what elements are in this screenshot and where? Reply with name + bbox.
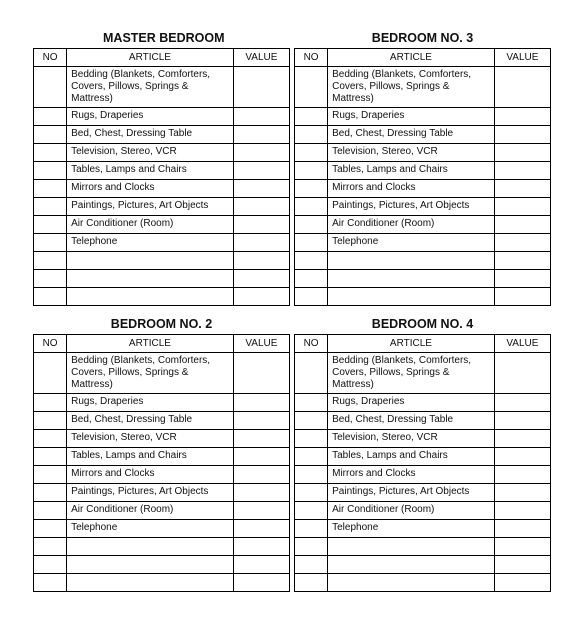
value-cell[interactable] xyxy=(233,126,289,144)
article-cell: Television, Stereo, VCR xyxy=(328,144,495,162)
no-cell[interactable] xyxy=(295,412,328,430)
no-header: NO xyxy=(295,335,328,353)
no-cell[interactable] xyxy=(34,108,67,126)
no-cell[interactable] xyxy=(295,502,328,520)
article-cell: Television, Stereo, VCR xyxy=(67,430,234,448)
header-row xyxy=(34,49,290,67)
table-row xyxy=(295,108,551,126)
value-cell[interactable] xyxy=(233,270,289,288)
table-row xyxy=(295,412,551,430)
value-cell[interactable] xyxy=(233,574,289,592)
article-cell xyxy=(67,270,234,288)
table-row xyxy=(295,216,551,234)
value-cell[interactable] xyxy=(494,198,550,216)
article-cell xyxy=(67,538,234,556)
article-cell: Bed, Chest, Dressing Table xyxy=(328,126,495,144)
article-cell: Tables, Lamps and Chairs xyxy=(328,448,495,466)
no-cell[interactable] xyxy=(295,270,328,288)
value-cell[interactable] xyxy=(494,216,550,234)
table-row xyxy=(295,270,551,288)
no-cell[interactable] xyxy=(295,234,328,252)
value-cell[interactable] xyxy=(233,394,289,412)
value-cell[interactable] xyxy=(494,126,550,144)
table-row xyxy=(34,448,290,466)
no-cell[interactable] xyxy=(34,198,67,216)
table-row xyxy=(34,466,290,484)
table-row xyxy=(34,288,290,306)
table-row xyxy=(295,430,551,448)
no-cell[interactable] xyxy=(34,466,67,484)
table-row xyxy=(34,520,290,538)
value-cell[interactable] xyxy=(494,430,550,448)
no-cell[interactable] xyxy=(34,502,67,520)
header-row xyxy=(34,335,290,353)
value-header: VALUE xyxy=(494,335,550,353)
no-cell[interactable] xyxy=(295,126,328,144)
table-row xyxy=(34,394,290,412)
table-row xyxy=(295,126,551,144)
value-cell[interactable] xyxy=(233,538,289,556)
no-cell[interactable] xyxy=(295,288,328,306)
no-cell[interactable] xyxy=(34,430,67,448)
article-cell: Bed, Chest, Dressing Table xyxy=(67,412,234,430)
table-row xyxy=(295,67,551,108)
value-cell[interactable] xyxy=(494,394,550,412)
article-cell xyxy=(67,556,234,574)
no-cell[interactable] xyxy=(34,288,67,306)
table-row xyxy=(295,353,551,394)
article-cell: Air Conditioner (Room) xyxy=(328,502,495,520)
no-cell[interactable] xyxy=(295,538,328,556)
no-cell[interactable] xyxy=(34,126,67,144)
no-header: NO xyxy=(295,49,328,67)
value-cell[interactable] xyxy=(233,448,289,466)
no-cell[interactable] xyxy=(34,520,67,538)
article-cell: Paintings, Pictures, Art Objects xyxy=(328,484,495,502)
table-row xyxy=(295,234,551,252)
no-cell[interactable] xyxy=(295,353,328,394)
table-row xyxy=(295,288,551,306)
article-cell: Telephone xyxy=(328,520,495,538)
article-header: ARTICLE xyxy=(328,49,495,67)
value-cell[interactable] xyxy=(233,412,289,430)
value-cell[interactable] xyxy=(233,466,289,484)
no-cell[interactable] xyxy=(295,484,328,502)
article-cell: Bedding (Blankets, Comforters, Covers, Pillows, Springs & Mattress) xyxy=(328,353,495,394)
table-row xyxy=(295,144,551,162)
table-row xyxy=(295,502,551,520)
value-cell[interactable] xyxy=(494,502,550,520)
value-cell[interactable] xyxy=(233,108,289,126)
no-cell[interactable] xyxy=(295,466,328,484)
table-row xyxy=(34,556,290,574)
value-cell[interactable] xyxy=(233,252,289,270)
article-cell: Telephone xyxy=(67,234,234,252)
table-row xyxy=(295,180,551,198)
table-row xyxy=(295,484,551,502)
article-cell xyxy=(328,270,495,288)
value-cell[interactable] xyxy=(494,412,550,430)
table-row xyxy=(295,520,551,538)
table-row xyxy=(295,448,551,466)
no-cell[interactable] xyxy=(34,180,67,198)
no-cell[interactable] xyxy=(295,394,328,412)
article-cell: Tables, Lamps and Chairs xyxy=(67,448,234,466)
value-cell[interactable] xyxy=(494,520,550,538)
article-cell: Mirrors and Clocks xyxy=(328,466,495,484)
table-row xyxy=(34,270,290,288)
no-cell[interactable] xyxy=(295,67,328,108)
no-cell[interactable] xyxy=(34,252,67,270)
value-cell[interactable] xyxy=(494,162,550,180)
no-cell[interactable] xyxy=(34,412,67,430)
no-cell[interactable] xyxy=(295,574,328,592)
table-row xyxy=(295,198,551,216)
article-cell xyxy=(67,252,234,270)
value-cell[interactable] xyxy=(233,162,289,180)
no-cell[interactable] xyxy=(34,162,67,180)
no-header: NO xyxy=(34,335,67,353)
table-row xyxy=(34,144,290,162)
article-cell xyxy=(67,574,234,592)
value-cell[interactable] xyxy=(233,430,289,448)
panel-title: BEDROOM NO. 2 xyxy=(110,317,213,331)
header-row xyxy=(295,49,551,67)
value-cell[interactable] xyxy=(494,484,550,502)
panel-title: BEDROOM NO. 3 xyxy=(371,31,474,45)
no-cell[interactable] xyxy=(34,394,67,412)
value-cell[interactable] xyxy=(494,538,550,556)
article-cell: Tables, Lamps and Chairs xyxy=(328,162,495,180)
table-row xyxy=(34,430,290,448)
inventory-table xyxy=(33,334,290,592)
article-cell: Bedding (Blankets, Comforters, Covers, Pillows, Springs & Mattress) xyxy=(67,353,234,394)
panel-title: MASTER BEDROOM xyxy=(103,31,225,45)
header-row xyxy=(295,335,551,353)
value-cell[interactable] xyxy=(233,556,289,574)
article-cell: Television, Stereo, VCR xyxy=(328,430,495,448)
value-cell[interactable] xyxy=(233,198,289,216)
no-cell[interactable] xyxy=(295,180,328,198)
article-cell: Bedding (Blankets, Comforters, Covers, Pillows, Springs & Mattress) xyxy=(67,67,234,108)
value-cell[interactable] xyxy=(233,502,289,520)
no-cell[interactable] xyxy=(295,216,328,234)
value-cell[interactable] xyxy=(233,520,289,538)
no-cell[interactable] xyxy=(295,556,328,574)
article-cell: Air Conditioner (Room) xyxy=(67,502,234,520)
article-cell: Rugs, Draperies xyxy=(67,394,234,412)
no-cell[interactable] xyxy=(295,144,328,162)
value-cell[interactable] xyxy=(494,353,550,394)
table-row xyxy=(34,412,290,430)
value-cell[interactable] xyxy=(233,180,289,198)
value-cell[interactable] xyxy=(233,484,289,502)
table-row xyxy=(34,67,290,108)
no-cell[interactable] xyxy=(34,67,67,108)
article-cell xyxy=(328,538,495,556)
article-cell xyxy=(328,252,495,270)
article-cell: Bedding (Blankets, Comforters, Covers, Pillows, Springs & Mattress) xyxy=(328,67,495,108)
value-header: VALUE xyxy=(233,335,289,353)
table-row xyxy=(295,162,551,180)
no-cell[interactable] xyxy=(295,448,328,466)
article-cell xyxy=(328,288,495,306)
article-cell: Paintings, Pictures, Art Objects xyxy=(328,198,495,216)
value-cell[interactable] xyxy=(233,144,289,162)
table-row xyxy=(34,502,290,520)
no-cell[interactable] xyxy=(34,270,67,288)
no-cell[interactable] xyxy=(34,144,67,162)
table-row xyxy=(295,538,551,556)
value-cell[interactable] xyxy=(233,234,289,252)
value-cell[interactable] xyxy=(233,353,289,394)
inventory-table xyxy=(294,334,551,592)
article-cell: Bed, Chest, Dressing Table xyxy=(67,126,234,144)
value-cell[interactable] xyxy=(233,216,289,234)
value-cell[interactable] xyxy=(233,288,289,306)
article-cell: Air Conditioner (Room) xyxy=(67,216,234,234)
article-cell: Telephone xyxy=(67,520,234,538)
value-cell[interactable] xyxy=(494,180,550,198)
table-row xyxy=(34,162,290,180)
value-cell[interactable] xyxy=(494,288,550,306)
article-cell: Mirrors and Clocks xyxy=(67,180,234,198)
table-row xyxy=(34,180,290,198)
table-row xyxy=(34,198,290,216)
article-header: ARTICLE xyxy=(67,49,234,67)
value-cell[interactable] xyxy=(494,270,550,288)
table-row xyxy=(295,574,551,592)
panel-title: BEDROOM NO. 4 xyxy=(371,317,474,331)
no-cell[interactable] xyxy=(295,162,328,180)
article-cell: Air Conditioner (Room) xyxy=(328,216,495,234)
value-cell[interactable] xyxy=(494,574,550,592)
value-header: VALUE xyxy=(494,49,550,67)
article-cell: Rugs, Draperies xyxy=(67,108,234,126)
value-header: VALUE xyxy=(233,49,289,67)
article-cell: Bed, Chest, Dressing Table xyxy=(328,412,495,430)
no-cell[interactable] xyxy=(34,484,67,502)
article-cell xyxy=(67,288,234,306)
article-cell: Telephone xyxy=(328,234,495,252)
value-cell[interactable] xyxy=(494,67,550,108)
no-cell[interactable] xyxy=(295,430,328,448)
no-cell[interactable] xyxy=(34,574,67,592)
article-cell: Mirrors and Clocks xyxy=(67,466,234,484)
table-row xyxy=(34,216,290,234)
value-cell[interactable] xyxy=(494,252,550,270)
value-cell[interactable] xyxy=(494,108,550,126)
value-cell[interactable] xyxy=(494,556,550,574)
table-row xyxy=(295,466,551,484)
table-row xyxy=(295,394,551,412)
no-cell[interactable] xyxy=(34,216,67,234)
inventory-table xyxy=(33,48,290,306)
article-cell: Mirrors and Clocks xyxy=(328,180,495,198)
value-cell[interactable] xyxy=(494,466,550,484)
no-cell[interactable] xyxy=(295,520,328,538)
inventory-table xyxy=(294,48,551,306)
no-cell[interactable] xyxy=(34,538,67,556)
article-cell xyxy=(328,574,495,592)
article-cell: Paintings, Pictures, Art Objects xyxy=(67,484,234,502)
table-row xyxy=(34,126,290,144)
table-row xyxy=(34,353,290,394)
table-row xyxy=(34,574,290,592)
article-cell: Rugs, Draperies xyxy=(328,394,495,412)
value-cell[interactable] xyxy=(494,234,550,252)
table-row xyxy=(34,234,290,252)
no-header: NO xyxy=(34,49,67,67)
table-row xyxy=(34,484,290,502)
article-header: ARTICLE xyxy=(328,335,495,353)
article-cell: Television, Stereo, VCR xyxy=(67,144,234,162)
article-header: ARTICLE xyxy=(67,335,234,353)
no-cell[interactable] xyxy=(34,556,67,574)
table-row xyxy=(295,556,551,574)
no-cell[interactable] xyxy=(34,234,67,252)
article-cell: Rugs, Draperies xyxy=(328,108,495,126)
article-cell xyxy=(328,556,495,574)
table-row xyxy=(34,252,290,270)
article-cell: Paintings, Pictures, Art Objects xyxy=(67,198,234,216)
table-row xyxy=(295,252,551,270)
no-cell[interactable] xyxy=(295,252,328,270)
article-cell: Tables, Lamps and Chairs xyxy=(67,162,234,180)
no-cell[interactable] xyxy=(295,198,328,216)
no-cell[interactable] xyxy=(295,108,328,126)
value-cell[interactable] xyxy=(233,67,289,108)
no-cell[interactable] xyxy=(34,448,67,466)
value-cell[interactable] xyxy=(494,144,550,162)
value-cell[interactable] xyxy=(494,448,550,466)
table-row xyxy=(34,538,290,556)
no-cell[interactable] xyxy=(34,353,67,394)
table-row xyxy=(34,108,290,126)
